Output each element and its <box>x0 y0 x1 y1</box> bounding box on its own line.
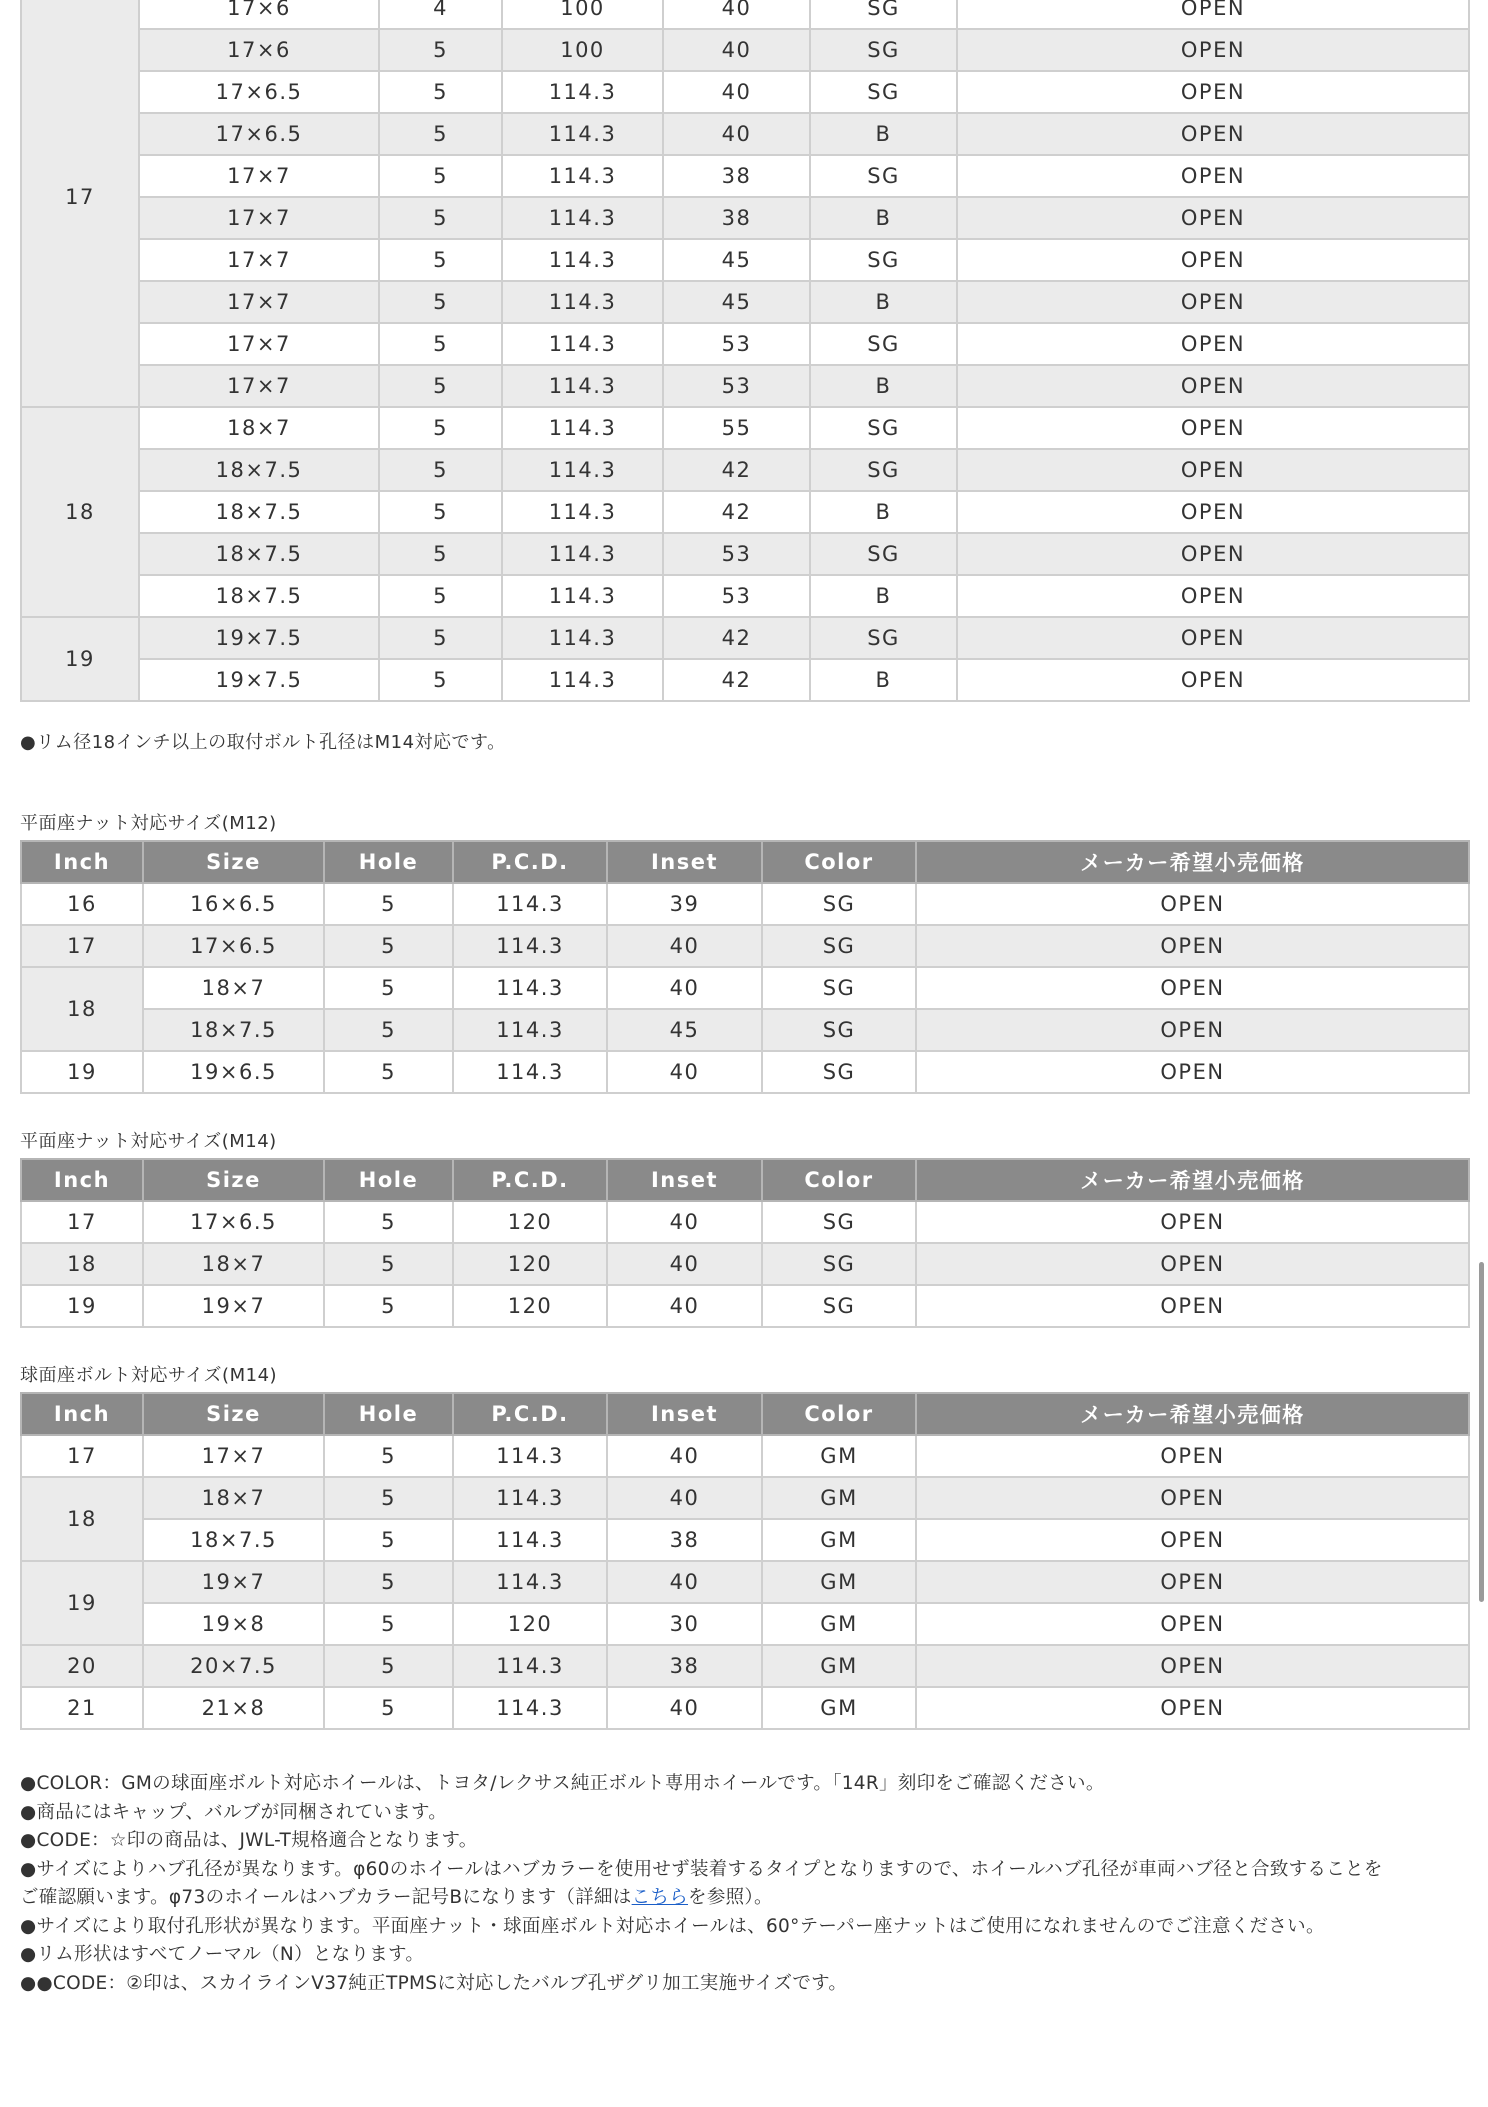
cell-hole: 5 <box>379 113 502 155</box>
table-row <box>21 449 1469 491</box>
table-row <box>21 365 1469 407</box>
col-header-price: メーカー希望小売価格 <box>916 841 1469 883</box>
cell-pcd: 120 <box>453 1285 607 1327</box>
col-header-size: Size <box>143 1159 324 1201</box>
page-content <box>20 0 1468 1998</box>
cell-inch: 17 <box>21 1435 143 1477</box>
col-header-inset: Inset <box>607 1159 762 1201</box>
cell-price: OPEN <box>957 197 1469 239</box>
cell-color: SG <box>762 1201 916 1243</box>
table-row <box>21 0 1469 29</box>
col-header-color: Color <box>762 841 916 883</box>
cell-hole: 5 <box>379 491 502 533</box>
col-header-inset: Inset <box>607 1393 762 1435</box>
table-row <box>21 533 1469 575</box>
cell-size: 17×7 <box>143 1435 324 1477</box>
cell-inch: 17 <box>21 0 139 407</box>
spec-table-main-body <box>21 0 1469 701</box>
cell-color: GM <box>762 1519 916 1561</box>
cell-hole: 5 <box>324 1687 453 1729</box>
cell-inch: 18 <box>21 967 143 1051</box>
table-row <box>21 1435 1469 1477</box>
cell-inset: 40 <box>607 1243 762 1285</box>
cell-hole: 5 <box>324 883 453 925</box>
col-header-pcd: P.C.D. <box>453 1159 607 1201</box>
cell-pcd: 114.3 <box>453 925 607 967</box>
cell-price: OPEN <box>957 617 1469 659</box>
cell-pcd: 120 <box>453 1201 607 1243</box>
cell-hole: 5 <box>379 29 502 71</box>
table-row <box>21 407 1469 449</box>
cell-size: 17×7 <box>139 197 379 239</box>
cell-pcd: 114.3 <box>502 239 663 281</box>
cell-hole: 5 <box>324 1477 453 1519</box>
cell-color: B <box>810 197 957 239</box>
cell-pcd: 114.3 <box>502 155 663 197</box>
cell-inset: 40 <box>607 967 762 1009</box>
cell-color: SG <box>810 323 957 365</box>
cell-price: OPEN <box>916 925 1469 967</box>
cell-size: 17×6.5 <box>143 925 324 967</box>
cell-hole: 5 <box>324 1243 453 1285</box>
cell-color: SG <box>810 71 957 113</box>
bolt-note: ●リム径18インチ以上の取付ボルト孔径はM14対応です。 <box>20 732 506 753</box>
cell-color: SG <box>762 925 916 967</box>
cell-price: OPEN <box>916 1285 1469 1327</box>
table-row <box>21 197 1469 239</box>
table-row <box>21 1603 1469 1645</box>
cell-hole: 5 <box>379 533 502 575</box>
cell-inch: 18 <box>21 407 139 617</box>
cell-pcd: 114.3 <box>502 617 663 659</box>
cell-size: 18×7.5 <box>139 449 379 491</box>
cell-hole: 5 <box>324 1285 453 1327</box>
cell-pcd: 114.3 <box>502 659 663 701</box>
cell-color: SG <box>762 883 916 925</box>
cell-price: OPEN <box>916 1687 1469 1729</box>
cell-pcd: 114.3 <box>502 365 663 407</box>
note-jwlt: ●CODE：☆印の商品は、JWL-T規格適合となります。 <box>20 1830 478 1851</box>
cell-hole: 5 <box>324 925 453 967</box>
cell-price: OPEN <box>916 1435 1469 1477</box>
cell-size: 17×6 <box>139 29 379 71</box>
cell-price: OPEN <box>957 155 1469 197</box>
cell-color: GM <box>762 1603 916 1645</box>
cell-color: SG <box>810 617 957 659</box>
table-row <box>21 491 1469 533</box>
cell-inch: 19 <box>21 617 139 701</box>
table-header-row <box>21 841 1469 883</box>
cell-hole: 5 <box>379 365 502 407</box>
cell-hole: 5 <box>379 449 502 491</box>
cell-price: OPEN <box>957 659 1469 701</box>
cell-price: OPEN <box>916 1645 1469 1687</box>
note-cap-valve: ●商品にはキャップ、バルブが同梱されています。 <box>20 1801 448 1823</box>
note-hub-collar-text: ご確認願います。φ73のホイールはハブカラー記号Bになります（詳細は <box>20 1887 632 1908</box>
cell-inset: 53 <box>663 533 810 575</box>
spec-table-m14-ball-body <box>21 1435 1469 1729</box>
col-header-color: Color <box>762 1159 916 1201</box>
table-row <box>21 883 1469 925</box>
cell-pcd: 114.3 <box>502 197 663 239</box>
cell-inset: 40 <box>663 0 810 29</box>
cell-size: 19×7.5 <box>139 617 379 659</box>
cell-size: 18×7.5 <box>139 575 379 617</box>
footer-notes <box>20 1770 1468 1998</box>
cell-size: 17×6.5 <box>139 113 379 155</box>
note-hub-collar <box>20 1884 1468 1913</box>
cell-pcd: 114.3 <box>502 407 663 449</box>
cell-color: B <box>810 491 957 533</box>
cell-size: 19×8 <box>143 1603 324 1645</box>
table-row <box>21 1687 1469 1729</box>
table-caption-m14-ball: 球面座ボルト対応サイズ(M14) <box>20 1365 278 1386</box>
cell-inset: 40 <box>663 113 810 155</box>
cell-size: 18×7.5 <box>143 1009 324 1051</box>
col-header-hole: Hole <box>324 1393 453 1435</box>
cell-size: 19×6.5 <box>143 1051 324 1093</box>
table-row <box>21 155 1469 197</box>
cell-color: B <box>810 575 957 617</box>
cell-price: OPEN <box>957 575 1469 617</box>
cell-inset: 40 <box>663 71 810 113</box>
cell-color: SG <box>762 1009 916 1051</box>
cell-hole: 5 <box>379 617 502 659</box>
cell-inset: 42 <box>663 449 810 491</box>
cell-size: 20×7.5 <box>143 1645 324 1687</box>
cell-pcd: 114.3 <box>453 1519 607 1561</box>
cell-pcd: 114.3 <box>502 71 663 113</box>
cell-pcd: 100 <box>502 0 663 29</box>
col-header-inch: Inch <box>21 1393 143 1435</box>
spec-table-main <box>20 0 1470 702</box>
note-color: ●COLOR：GMの球面座ボルト対応ホイールは、トヨタ/レクサス純正ボルト専用ホイールです。「14R」刻印をご確認ください。 <box>20 1773 1105 1794</box>
cell-inset: 42 <box>663 659 810 701</box>
table-row <box>21 1519 1469 1561</box>
cell-pcd: 114.3 <box>502 113 663 155</box>
cell-price: OPEN <box>957 71 1469 113</box>
cell-pcd: 114.3 <box>453 1561 607 1603</box>
cell-size: 18×7.5 <box>139 491 379 533</box>
cell-hole: 5 <box>324 1435 453 1477</box>
cell-pcd: 114.3 <box>453 1645 607 1687</box>
cell-hole: 5 <box>379 281 502 323</box>
cell-price: OPEN <box>916 1201 1469 1243</box>
table-row <box>21 1009 1469 1051</box>
table-row <box>21 617 1469 659</box>
cell-inch: 16 <box>21 883 143 925</box>
cell-pcd: 100 <box>502 29 663 71</box>
cell-pcd: 114.3 <box>453 967 607 1009</box>
cell-color: SG <box>810 533 957 575</box>
table-row <box>21 239 1469 281</box>
cell-price: OPEN <box>957 323 1469 365</box>
cell-inch: 20 <box>21 1645 143 1687</box>
cell-inch: 19 <box>21 1051 143 1093</box>
cell-price: OPEN <box>916 883 1469 925</box>
cell-hole: 5 <box>324 1603 453 1645</box>
cell-inset: 40 <box>607 1201 762 1243</box>
col-header-pcd: P.C.D. <box>453 841 607 883</box>
cell-inset: 38 <box>607 1645 762 1687</box>
spec-table-m12-body <box>21 883 1469 1093</box>
table-row <box>21 113 1469 155</box>
cell-inch: 21 <box>21 1687 143 1729</box>
table-row <box>21 281 1469 323</box>
cell-hole: 5 <box>324 1645 453 1687</box>
cell-price: OPEN <box>957 533 1469 575</box>
cell-hole: 5 <box>379 659 502 701</box>
cell-pcd: 114.3 <box>453 1009 607 1051</box>
cell-inset: 40 <box>607 1477 762 1519</box>
table-row <box>21 1561 1469 1603</box>
cell-size: 17×7 <box>139 365 379 407</box>
cell-size: 18×7 <box>143 1243 324 1285</box>
cell-inset: 38 <box>663 197 810 239</box>
cell-price: OPEN <box>916 1519 1469 1561</box>
spec-table-m14-ball <box>20 1392 1470 1730</box>
cell-color: B <box>810 281 957 323</box>
cell-price: OPEN <box>957 29 1469 71</box>
col-header-inch: Inch <box>21 841 143 883</box>
col-header-inch: Inch <box>21 1159 143 1201</box>
cell-pcd: 120 <box>453 1243 607 1285</box>
table-header-row <box>21 1393 1469 1435</box>
cell-price: OPEN <box>957 113 1469 155</box>
note-hub-bore: ●サイズによりハブ孔径が異なります。φ60のホイールはハブカラーを使用せず装着するタイプとなりますので、ホイールハブ孔径が車両ハブ径と合致することを <box>20 1858 1383 1880</box>
cell-pcd: 114.3 <box>502 575 663 617</box>
cell-price: OPEN <box>916 1051 1469 1093</box>
table-row <box>21 925 1469 967</box>
cell-pcd: 114.3 <box>453 1477 607 1519</box>
cell-color: SG <box>810 155 957 197</box>
spec-table-m14-flat <box>20 1158 1470 1328</box>
cell-inset: 40 <box>607 1561 762 1603</box>
cell-inset: 45 <box>607 1009 762 1051</box>
spec-table-m12 <box>20 840 1470 1094</box>
cell-color: SG <box>810 239 957 281</box>
cell-hole: 5 <box>379 575 502 617</box>
cell-color: SG <box>810 29 957 71</box>
cell-color: SG <box>810 449 957 491</box>
cell-inch: 17 <box>21 1201 143 1243</box>
table-row <box>21 1243 1469 1285</box>
table-row <box>21 323 1469 365</box>
cell-pcd: 114.3 <box>453 1051 607 1093</box>
cell-pcd: 120 <box>453 1603 607 1645</box>
cell-hole: 5 <box>379 197 502 239</box>
cell-color: GM <box>762 1435 916 1477</box>
cell-pcd: 114.3 <box>502 533 663 575</box>
cell-hole: 5 <box>379 155 502 197</box>
cell-pcd: 114.3 <box>502 281 663 323</box>
cell-inset: 40 <box>607 1285 762 1327</box>
cell-color: SG <box>762 1051 916 1093</box>
table-caption-m14-flat: 平面座ナット対応サイズ(M14) <box>20 1131 277 1152</box>
cell-price: OPEN <box>957 281 1469 323</box>
cell-size: 17×6.5 <box>143 1201 324 1243</box>
cell-hole: 5 <box>324 1201 453 1243</box>
table-row <box>21 71 1469 113</box>
cell-inset: 40 <box>663 29 810 71</box>
col-header-hole: Hole <box>324 841 453 883</box>
cell-size: 21×8 <box>143 1687 324 1729</box>
col-header-size: Size <box>143 841 324 883</box>
cell-price: OPEN <box>957 365 1469 407</box>
col-header-color: Color <box>762 1393 916 1435</box>
cell-color: SG <box>762 1243 916 1285</box>
cell-inset: 45 <box>663 281 810 323</box>
cell-size: 19×7 <box>143 1285 324 1327</box>
cell-color: B <box>810 659 957 701</box>
cell-pcd: 114.3 <box>502 323 663 365</box>
cell-hole: 4 <box>379 0 502 29</box>
note-seat-shape: ●サイズにより取付孔形状が異なります。平面座ナット・球面座ボルト対応ホイールは、60°テーパー座ナットはご使用になれませんのでご注意ください。 <box>20 1915 1325 1937</box>
cell-inset: 55 <box>663 407 810 449</box>
cell-inset: 53 <box>663 323 810 365</box>
cell-inset: 38 <box>607 1519 762 1561</box>
cell-color: GM <box>762 1645 916 1687</box>
cell-inset: 40 <box>607 925 762 967</box>
cell-size: 18×7 <box>139 407 379 449</box>
cell-size: 19×7.5 <box>139 659 379 701</box>
cell-pcd: 114.3 <box>453 1687 607 1729</box>
cell-price: OPEN <box>957 239 1469 281</box>
cell-price: OPEN <box>957 491 1469 533</box>
cell-inset: 53 <box>663 575 810 617</box>
cell-size: 17×7 <box>139 281 379 323</box>
cell-inch: 19 <box>21 1561 143 1645</box>
col-header-price: メーカー希望小売価格 <box>916 1159 1469 1201</box>
cell-inch: 17 <box>21 925 143 967</box>
cell-hole: 5 <box>379 239 502 281</box>
cell-size: 18×7.5 <box>139 533 379 575</box>
cell-color: SG <box>810 0 957 29</box>
cell-size: 17×7 <box>139 239 379 281</box>
page-scrollbar[interactable] <box>1479 1262 1484 1602</box>
cell-size: 16×6.5 <box>143 883 324 925</box>
table-row <box>21 1285 1469 1327</box>
cell-price: OPEN <box>916 1561 1469 1603</box>
cell-price: OPEN <box>916 1009 1469 1051</box>
cell-inset: 30 <box>607 1603 762 1645</box>
table-row <box>21 1051 1469 1093</box>
cell-inset: 38 <box>663 155 810 197</box>
cell-pcd: 114.3 <box>453 883 607 925</box>
cell-pcd: 114.3 <box>453 1435 607 1477</box>
table-row <box>21 1645 1469 1687</box>
cell-inch: 18 <box>21 1477 143 1561</box>
cell-hole: 5 <box>324 967 453 1009</box>
cell-inset: 40 <box>607 1051 762 1093</box>
cell-inch: 18 <box>21 1243 143 1285</box>
table-header-row <box>21 1159 1469 1201</box>
cell-price: OPEN <box>957 0 1469 29</box>
cell-inset: 42 <box>663 617 810 659</box>
cell-size: 17×6 <box>139 0 379 29</box>
cell-inset: 53 <box>663 365 810 407</box>
cell-pcd: 114.3 <box>502 449 663 491</box>
cell-price: OPEN <box>916 1477 1469 1519</box>
cell-hole: 5 <box>324 1519 453 1561</box>
cell-color: SG <box>810 407 957 449</box>
table-row <box>21 575 1469 617</box>
cell-color: GM <box>762 1561 916 1603</box>
details-link[interactable]: こちら <box>631 1887 689 1908</box>
cell-hole: 5 <box>379 71 502 113</box>
cell-size: 17×6.5 <box>139 71 379 113</box>
col-header-hole: Hole <box>324 1159 453 1201</box>
cell-color: SG <box>762 967 916 1009</box>
cell-hole: 5 <box>379 323 502 365</box>
col-header-pcd: P.C.D. <box>453 1393 607 1435</box>
cell-size: 19×7 <box>143 1561 324 1603</box>
table-row <box>21 1201 1469 1243</box>
cell-inset: 40 <box>607 1687 762 1729</box>
table-caption-m12: 平面座ナット対応サイズ(M12) <box>20 813 277 834</box>
cell-hole: 5 <box>324 1561 453 1603</box>
cell-size: 17×7 <box>139 323 379 365</box>
cell-inset: 45 <box>663 239 810 281</box>
cell-color: GM <box>762 1477 916 1519</box>
cell-hole: 5 <box>379 407 502 449</box>
table-row <box>21 29 1469 71</box>
cell-color: B <box>810 113 957 155</box>
spec-table-m14-flat-body <box>21 1201 1469 1327</box>
cell-inset: 42 <box>663 491 810 533</box>
cell-price: OPEN <box>916 1243 1469 1285</box>
cell-size: 18×7 <box>143 1477 324 1519</box>
col-header-size: Size <box>143 1393 324 1435</box>
cell-size: 18×7 <box>143 967 324 1009</box>
cell-hole: 5 <box>324 1051 453 1093</box>
cell-inset: 39 <box>607 883 762 925</box>
table-row <box>21 967 1469 1009</box>
cell-color: B <box>810 365 957 407</box>
cell-inch: 19 <box>21 1285 143 1327</box>
note-hub-collar-tail: を参照）。 <box>688 1887 773 1908</box>
cell-price: OPEN <box>957 449 1469 491</box>
col-header-inset: Inset <box>607 841 762 883</box>
cell-inset: 40 <box>607 1435 762 1477</box>
cell-price: OPEN <box>916 967 1469 1009</box>
cell-color: GM <box>762 1687 916 1729</box>
cell-size: 18×7.5 <box>143 1519 324 1561</box>
cell-hole: 5 <box>324 1009 453 1051</box>
note-rim-shape: ●リム形状はすべてノーマル（N）となります。 <box>20 1944 425 1965</box>
cell-price: OPEN <box>916 1603 1469 1645</box>
cell-price: OPEN <box>957 407 1469 449</box>
cell-size: 17×7 <box>139 155 379 197</box>
cell-pcd: 114.3 <box>502 491 663 533</box>
table-row <box>21 659 1469 701</box>
cell-color: SG <box>762 1285 916 1327</box>
table-row <box>21 1477 1469 1519</box>
note-tpms: ●●CODE：②印は、スカイラインV37純正TPMSに対応したバルブ孔ザグリ加工実施サイズです。 <box>20 1972 848 1994</box>
col-header-price: メーカー希望小売価格 <box>916 1393 1469 1435</box>
